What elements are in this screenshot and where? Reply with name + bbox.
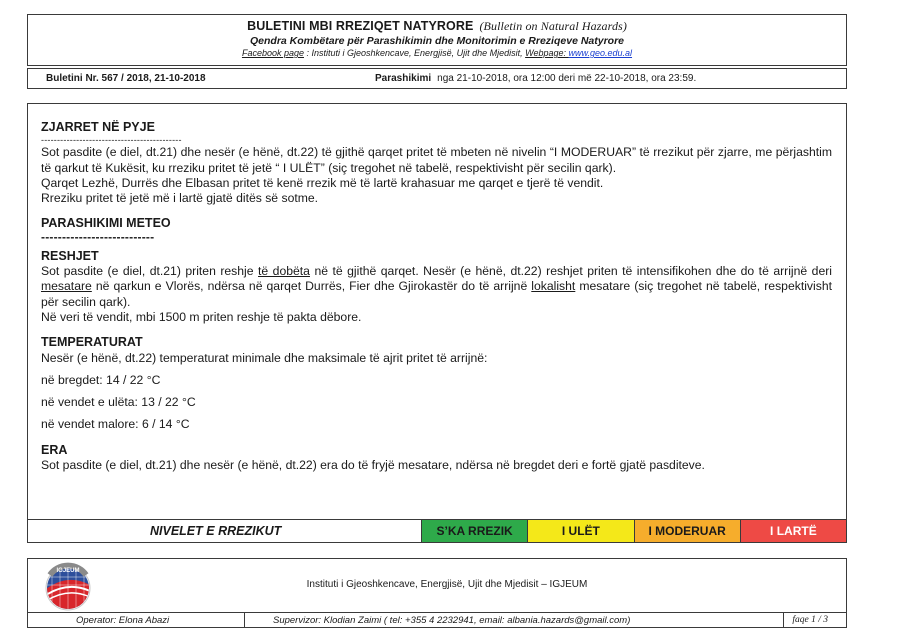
webpage-link[interactable]: www.geo.edu.al [568,48,633,58]
institute-name: Instituti i Gjeoshkencave, Energjisë, Ujit dhe Mjedisit – IGJEUM [306,579,588,590]
rain-title: RESHJET [41,248,99,263]
temperature-intro: Nesër (e hënë, dt.22) temperaturat minimale dhe maksimale të ajrit pritet të arrijnë: [41,350,488,365]
rain-text-c: në qarkun e Vlorës, ndërsa në qarqet Durrës, Fier dhe Gjirokastër do të arrijnë [91,279,532,294]
bulletin-title-en: (Bulletin on Natural Hazards) [479,19,627,33]
divider [783,613,784,628]
rain-text-moderate: mesatare [41,279,92,294]
risk-levels-label: NIVELET E RREZIKUT [150,524,282,538]
facebook-text: : Instituti i Gjeoshkencave, Energjisë, Ujit dhe Mjedisit, [304,48,526,58]
level-moderate: I MODERUAR [634,520,740,542]
forecast-label: Parashikimi [375,73,432,84]
fires-dashes: -------------------------------------------- [41,135,182,146]
fires-title: ZJARRET NË PYJE [41,120,155,134]
center-name: Qendra Kombëtare për Parashikimin dhe Monitorimin e Rreziqeve Natyrore [249,35,625,47]
divider [244,613,245,628]
level-no-risk: S’KA RREZIK [421,520,527,542]
operator: Operator: Elona Abazi [76,615,170,626]
bulletin-number: Buletini Nr. 567 / 2018, 21-10-2018 [46,73,206,84]
rain-text-locally: lokalisht [531,279,576,294]
rain-text-a: Sot pasdite (e diel, dt.21) priten reshje [41,264,259,279]
rain-text-b: në të gjithë qarqet. Nesër (e hënë, dt.22) reshjet priten të intensifikohen dhe do të arrijnë deri [309,264,833,279]
rain-paragraph-2: Në veri të vendit, mbi 1500 m priten reshje të pakta dëbore. [41,309,362,324]
forecast-period [375,73,696,84]
fires-paragraph-2: Qarqet Lezhë, Durrës dhe Elbasan pritet të kenë rrezik më të lartë krahasuar me qarqet e tjerë të vendit. [41,175,604,190]
webpage-label: Webpage: [525,48,569,58]
wind-title: ERA [41,442,68,457]
bulletin-info-row [27,68,847,89]
rain-text-weak: të dobëta [258,264,310,279]
header-title-line [28,19,846,34]
temperature-lowlands: në vendet e ulëta: 13 / 22 °C [41,395,196,410]
header-links [28,48,846,58]
level-low: I ULËT [527,520,633,542]
bulletin-title: BULETINI MBI RREZIQET NATYRORE [247,19,474,33]
temperature-title: TEMPERATURAT [41,335,143,350]
bulletin-footer [27,558,847,613]
fires-paragraph-3: Rreziku pritet të jetë më i lartë gjatë ditës së sotme. [41,191,319,206]
page-number: faqe 1 / 3 [792,615,828,625]
temperature-mountains: në vendet malore: 6 / 14 °C [41,417,190,432]
meteo-dashes: --------------------------- [41,229,155,244]
temperature-coast: në bregdet: 14 / 22 °C [41,372,161,387]
level-high: I LARTË [740,520,846,542]
rain-paragraph-1 [41,264,832,310]
risk-levels-legend [27,519,847,543]
rain-text-d: mesatare (siç tregohet në tabelë, respektivisht për secilin qark). [41,279,832,309]
bulletin-signature-row [27,612,847,628]
facebook-label: Facebook page [241,48,304,58]
meteo-title: PARASHIKIMI METEO [41,216,171,231]
fires-paragraph-1: Sot pasdite (e diel, dt.21) dhe nesër (e hënë, dt.22) të gjithë qarqet pritet të mbeten në nivelin “I MODERUAR” të rrezikut për zjarre, me përjashtim të qarkut të Kukësit, ku rreziku pritet të jetë “ I ULËT” (siç tregohet në tabelë, respektivisht për secilin qark). [41,145,832,175]
wind-paragraph: Sot pasdite (e diel, dt.21) dhe nesër (e hënë, dt.22) era do të fryjë mesatare, ndërsa në bregdet deri e fortë gjatë pasditeve. [41,458,705,473]
bulletin-body [27,103,847,520]
forecast-range: nga 21-10-2018, ora 12:00 deri më 22-10-2018, ora 23:59. [437,73,697,84]
supervisor-contact: Supervizor: Klodian Zaimi ( tel: +355 4 2232941, email: albania.hazards@gmail.com) [273,615,631,626]
logo-text: IGJEUM [56,568,80,574]
bulletin-header [27,14,847,66]
